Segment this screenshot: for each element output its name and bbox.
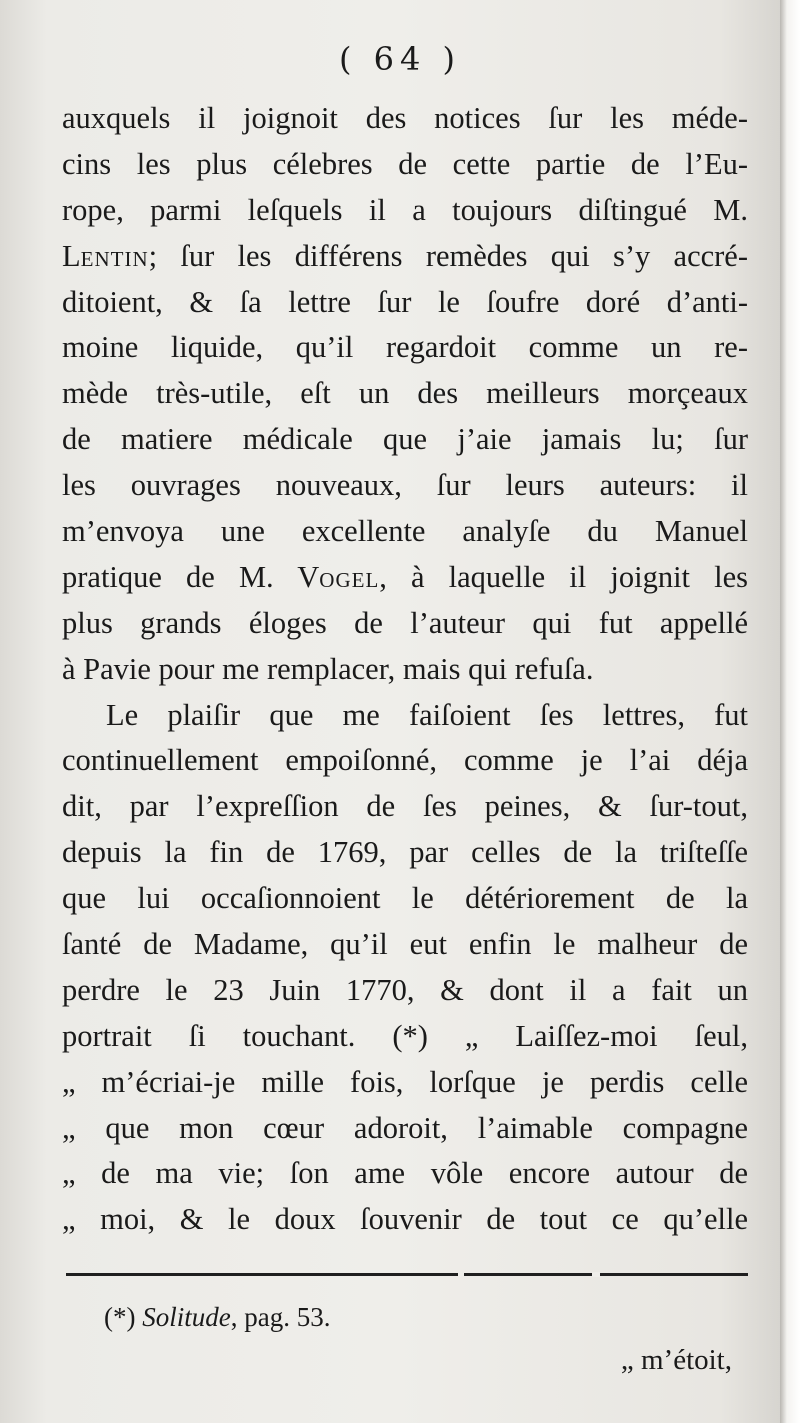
catchword: „ m’étoit, — [620, 1344, 732, 1376]
text-line: pratique de M. Vogel, à laquelle il joignit les — [62, 559, 749, 594]
footnote-marker: (*) — [104, 1302, 136, 1332]
text-line: cins les plus célebres de cette partie de l’Eu- — [62, 146, 748, 181]
text-line: „ de ma vie; ſon ame vôle encore autour de — [62, 1156, 748, 1191]
text-line: portrait ſi touchant. (*) „ Laiſſez-moi ſeul, — [62, 1018, 748, 1053]
text-line: „ que mon cœur adoroit, l’aimable compagne — [62, 1110, 748, 1145]
text-line: mède très-utile, eſt un des meilleurs morçeaux — [62, 376, 748, 411]
text-line: ſanté de Madame, qu’il eut enfin le malheur de — [62, 927, 748, 962]
footnote-reference: , pag. 53. — [230, 1302, 331, 1332]
body-text — [62, 96, 748, 1243]
text-line: continuellement empoiſonné, comme je l’ai déja — [62, 743, 748, 778]
text-line: m’envoya une excellente analyſe du Manuel — [62, 514, 748, 549]
text-line: que lui occaſionnoient le détériorement de la — [62, 881, 748, 916]
text-line: „ moi, & le doux ſouvenir de tout ce qu’elle — [62, 1202, 748, 1237]
text-line: ditoient, & ſa lettre ſur le ſoufre doré d’anti- — [62, 284, 748, 319]
text-line: depuis la fin de 1769, par celles de la triſteſſe — [62, 835, 748, 870]
divider-gap — [592, 1272, 600, 1277]
small-caps-name: entin — [80, 238, 149, 273]
footnote — [104, 1302, 330, 1333]
text-line: moine liquide, qu’il regardoit comme un re- — [62, 330, 748, 365]
footnote-source: Solitude — [142, 1302, 231, 1332]
text-line: Le plaiſir que me faiſoient ſes lettres, fut — [106, 697, 748, 732]
text-line: rope, parmi leſquels il a toujours diſtingué M. — [62, 192, 748, 227]
text-line: perdre le 23 Juin 1770, & dont il a fait un — [62, 972, 748, 1007]
text-line: auxquels il joignoit des notices ſur les méde- — [62, 101, 748, 135]
text-line: plus grands éloges de l’auteur qui fut appellé — [62, 605, 748, 640]
text-line: à Pavie pour me remplacer, mais qui refuſa. — [62, 651, 594, 686]
page-edge — [780, 0, 800, 1423]
text-line: Lentin; ſur les différens remèdes qui s’y accré- — [62, 238, 748, 273]
text-line: dit, par l’expreſſion de ſes peines, & ſur-tout, — [62, 789, 748, 824]
divider-gap — [458, 1272, 464, 1277]
text-line: „ m’écriai-je mille fois, lorſque je perdis celle — [62, 1064, 748, 1099]
footnote-divider — [66, 1273, 748, 1276]
text-line: les ouvrages nouveaux, ſur leurs auteurs: il — [62, 468, 748, 503]
page-number: ( 64 ) — [338, 40, 462, 78]
text-line: de matiere médicale que j’aie jamais lu; ſur — [62, 422, 748, 457]
small-caps-name: ogel — [319, 559, 380, 594]
